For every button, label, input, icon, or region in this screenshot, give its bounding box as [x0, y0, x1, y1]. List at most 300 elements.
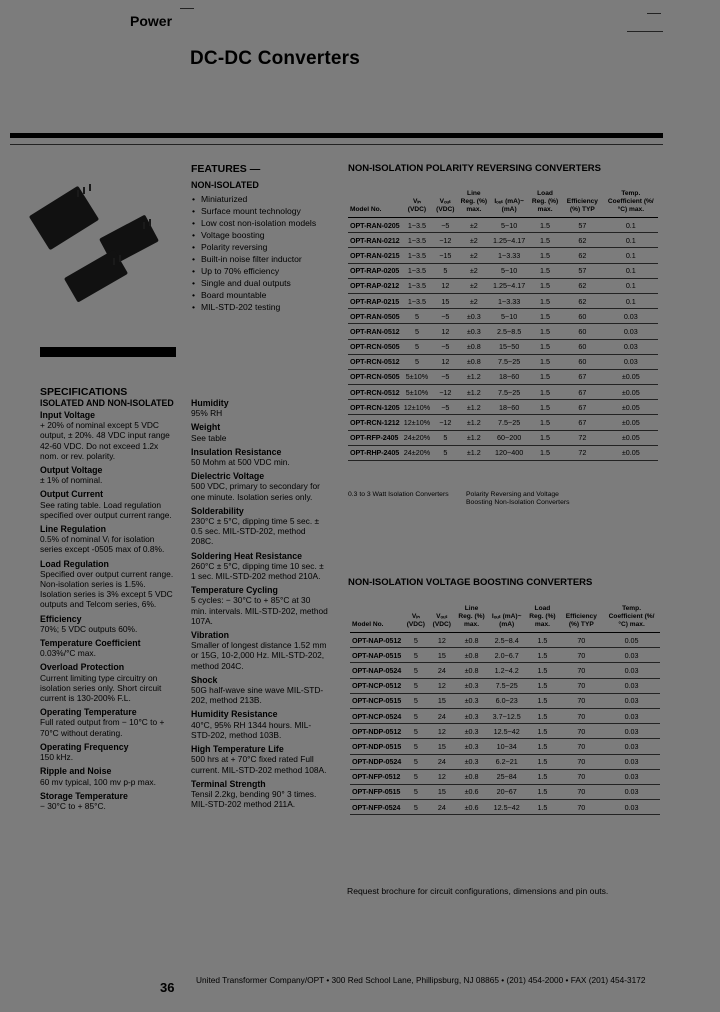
- table-row: [348, 369, 658, 384]
- table-cell: 70: [559, 693, 603, 708]
- table-cell: 12±10%: [402, 415, 433, 430]
- table-cell: ±2: [458, 233, 489, 248]
- table-cell: 70: [559, 724, 603, 739]
- spec-value: See rating table. Load regulation specified over output current range.: [40, 499, 172, 520]
- table-cell: 0.1: [604, 293, 658, 308]
- spec-value: 0.5% of nominal Vᵢ for isolation series except -0505 max of 0.8%.: [40, 534, 165, 555]
- table-cell: 5: [403, 663, 428, 678]
- table-cell: 15: [429, 693, 456, 708]
- title-rule-thin: [10, 144, 663, 145]
- table-cell: 0.03: [603, 708, 660, 723]
- table-cell: ±2: [458, 278, 489, 293]
- table-cell: 67: [561, 385, 604, 400]
- table-row: [350, 678, 660, 693]
- table-cell: 5: [403, 633, 428, 648]
- spec-value: 50G half-wave sine wave MIL-STD-202, method 213B.: [191, 685, 324, 706]
- table-cell: ±1.2: [458, 385, 489, 400]
- table-row: [348, 385, 658, 400]
- spec-value: 500 VDC, primary to secondary for one minute. Isolation series only.: [191, 481, 320, 502]
- table-cell: 70: [559, 708, 603, 723]
- table-cell: −5: [432, 218, 458, 233]
- table-cell: 72: [561, 445, 604, 460]
- table-cell: ±0.8: [458, 339, 489, 354]
- spec-value: 260°C ± 5°C, dipping time 10 sec. ± 1 sec. MIL-STD-202 method 210A.: [191, 560, 324, 582]
- table-cell: 0.1: [604, 278, 658, 293]
- converter-chip-image: [29, 186, 99, 251]
- table-cell: 1.5: [529, 218, 561, 233]
- table-cell: 5: [403, 708, 428, 723]
- table-cell: 0.05: [603, 633, 660, 648]
- spec-title: Temperature Coefficient: [40, 638, 141, 649]
- feature-item: • Single and dual outputs: [192, 277, 316, 289]
- table-row: [350, 784, 660, 799]
- model-cell: OPT-RCN-0505: [348, 369, 402, 384]
- feature-item: • Built-in noise filter inductor: [192, 253, 316, 265]
- table-cell: 5: [432, 445, 458, 460]
- table-cell: 5±10%: [402, 385, 433, 400]
- table-cell: ±0.3: [455, 754, 488, 769]
- table-cell: 67: [561, 415, 604, 430]
- table-cell: ±2: [458, 248, 489, 263]
- spec-title: Operating Frequency: [40, 741, 129, 752]
- model-cell: OPT-NAP-0515: [350, 648, 403, 663]
- column-header: Load Reg. (%) max.: [525, 605, 559, 633]
- title-rule: [10, 133, 663, 138]
- table-cell: 1.5: [525, 754, 559, 769]
- table-row: [350, 800, 660, 815]
- table-cell: ±0.05: [604, 369, 658, 384]
- table-row: [350, 754, 660, 769]
- model-cell: OPT-NCP-0512: [350, 678, 403, 693]
- table-cell: 0.03: [603, 663, 660, 678]
- table-cell: 5: [403, 693, 428, 708]
- spec-value: Specified over output current range. Non-isolation series is 1.5%. Isolation series is 3% except 5 VDC outputs and Telcom series, 6%.: [40, 568, 174, 610]
- table-cell: ±0.3: [458, 324, 489, 339]
- table-cell: 1~3.5: [402, 263, 433, 278]
- table-cell: 1.5: [529, 369, 561, 384]
- column-header: Temp. Coefficient (%/°C) max.: [604, 190, 658, 218]
- table-cell: 24±20%: [402, 445, 433, 460]
- spec-value: Smaller of longest distance 1.52 mm or 15G, 10-2,000 Hz. MIL-STD-202, method 204C.: [191, 640, 327, 671]
- model-cell: OPT-RAP-0215: [348, 293, 402, 308]
- table-row: [348, 278, 658, 293]
- model-cell: OPT-RAN-0505: [348, 309, 402, 324]
- model-cell: OPT-RHP-2405: [348, 445, 402, 460]
- spec-value: 0.03%/°C max.: [40, 648, 96, 659]
- model-cell: OPT-RCN-1205: [348, 400, 402, 415]
- table-cell: 15: [429, 739, 456, 754]
- spec-title: Ripple and Noise: [40, 766, 112, 777]
- table-cell: 1.5: [529, 339, 561, 354]
- table-cell: 70: [559, 754, 603, 769]
- table-cell: 1.5: [525, 739, 559, 754]
- product-photo: [25, 180, 175, 300]
- table-cell: 1.5: [525, 663, 559, 678]
- table-cell: ±0.05: [604, 400, 658, 415]
- table1-note-right: Polarity Reversing and Voltage Boosting Non-Isolation Converters: [466, 491, 570, 506]
- table-cell: 3.7~12.5: [488, 708, 525, 723]
- column-header: Load Reg. (%) max.: [529, 190, 561, 218]
- table-cell: 1.25~4.17: [489, 233, 529, 248]
- table-cell: 72: [561, 430, 604, 445]
- table-cell: 1~3.5: [402, 293, 433, 308]
- table-cell: 1.5: [525, 693, 559, 708]
- page-title: DC-DC Converters: [190, 48, 361, 69]
- table-cell: −5: [432, 369, 458, 384]
- spec-value: 5 cycles: − 30°C to + 85°C at 30 min. intervals. MIL-STD-202, method 107A.: [191, 595, 328, 626]
- table-row: [348, 339, 658, 354]
- table-cell: 0.03: [603, 678, 660, 693]
- table-cell: ±1.2: [458, 369, 489, 384]
- table-cell: 70: [559, 663, 603, 678]
- table-cell: 62: [561, 233, 604, 248]
- table-cell: 5: [403, 678, 428, 693]
- table-cell: 20~67: [488, 784, 525, 799]
- table-cell: −5: [432, 339, 458, 354]
- table-cell: 1.5: [525, 769, 559, 784]
- specifications-column-1: [40, 406, 177, 811]
- table-cell: 1~3.5: [402, 218, 433, 233]
- table-cell: 7.5~25: [489, 415, 529, 430]
- table-cell: 6.0~23: [488, 693, 525, 708]
- model-cell: OPT-RCN-0512: [348, 385, 402, 400]
- table-cell: 0.03: [603, 739, 660, 754]
- table-cell: 60~200: [489, 430, 529, 445]
- table-cell: ±0.8: [455, 648, 488, 663]
- table-cell: 2.0~6.7: [488, 648, 525, 663]
- spec-title: Line Regulation: [40, 524, 106, 535]
- table-row: [350, 769, 660, 784]
- model-cell: OPT-RAN-0212: [348, 233, 402, 248]
- table-cell: 12.5~42: [488, 724, 525, 739]
- table-cell: ±0.05: [604, 385, 658, 400]
- table-cell: ±0.8: [455, 663, 488, 678]
- table-cell: 60: [561, 354, 604, 369]
- table-cell: 1.5: [529, 263, 561, 278]
- model-cell: OPT-RAN-0215: [348, 248, 402, 263]
- model-cell: OPT-RCN-0512: [348, 354, 402, 369]
- table-cell: 1.5: [529, 430, 561, 445]
- table-cell: 12: [429, 769, 456, 784]
- table-cell: 70: [559, 648, 603, 663]
- table-cell: ±0.3: [455, 693, 488, 708]
- spec-value: Tensil 2.2kg, bending 90° 3 times. MIL-STD-202 method 211A.: [191, 788, 317, 810]
- table-cell: 1.5: [525, 784, 559, 799]
- feature-item: • Voltage boosting: [192, 229, 316, 241]
- model-cell: OPT-RCN-1212: [348, 415, 402, 430]
- table-cell: 12.5~42: [488, 800, 525, 815]
- table-row: [350, 724, 660, 739]
- table-row: [348, 309, 658, 324]
- spec-title: Temperature Cycling: [191, 585, 278, 596]
- table-row: [348, 354, 658, 369]
- table-cell: ±1.2: [458, 400, 489, 415]
- spec-title: Humidity Resistance: [191, 709, 278, 720]
- spec-value: Current limiting type circuitry on isolation series only. Short circuit current is 130-200% F.L.: [40, 672, 162, 704]
- feature-item: • Low cost non-isolation models: [192, 217, 316, 229]
- table-cell: ±2: [458, 263, 489, 278]
- spec-title: Insulation Resistance: [191, 446, 282, 457]
- table-cell: ±0.3: [458, 309, 489, 324]
- table-cell: 0.03: [604, 309, 658, 324]
- spec-value: 500 hrs at + 70°C fixed rated Full current. MIL-STD-202 method 108A.: [191, 754, 327, 775]
- table-cell: 1.5: [529, 278, 561, 293]
- table-cell: 10~34: [488, 739, 525, 754]
- spec-value: 70%; 5 VDC outputs 60%.: [40, 623, 138, 634]
- column-header: Temp. Coefficient (%/°C) max.: [603, 605, 660, 633]
- spec-title: Humidity: [191, 398, 229, 408]
- table-cell: 0.1: [604, 218, 658, 233]
- table-cell: ±1.2: [458, 430, 489, 445]
- corner-tick: [647, 13, 661, 14]
- table-cell: 5: [403, 784, 428, 799]
- table-cell: 6.2~21: [488, 754, 525, 769]
- table-cell: 1~3.5: [402, 278, 433, 293]
- table-cell: 1.5: [529, 385, 561, 400]
- table-cell: 24: [429, 708, 456, 723]
- table-cell: 1~3.33: [489, 293, 529, 308]
- column-header: Line Reg. (%) max.: [455, 605, 488, 633]
- table-row: [350, 633, 660, 648]
- table-cell: 70: [559, 678, 603, 693]
- table-cell: 18~60: [489, 400, 529, 415]
- column-header: Model No.: [348, 190, 402, 218]
- spec-title: Efficiency: [40, 613, 82, 624]
- feature-item: • Up to 70% efficiency: [192, 265, 316, 277]
- column-header: Efficiency (%) TYP: [559, 605, 603, 633]
- column-header: Vₒᵤₜ (VDC): [429, 605, 456, 633]
- table1-title: NON-ISOLATION POLARITY REVERSING CONVERTERS: [348, 163, 602, 174]
- table-cell: 5±10%: [402, 369, 433, 384]
- spec-title: Output Current: [40, 489, 104, 500]
- table-cell: ±1.2: [458, 445, 489, 460]
- polarity-reversing-table: [348, 190, 658, 461]
- spec-value: 95% RH: [191, 408, 223, 419]
- spec-title: Shock: [191, 674, 218, 685]
- table-cell: 1.5: [529, 354, 561, 369]
- table-cell: 0.03: [604, 339, 658, 354]
- table-cell: 5: [402, 354, 433, 369]
- table-cell: 15: [432, 293, 458, 308]
- table-cell: 1.5: [525, 708, 559, 723]
- table-row: [348, 263, 658, 278]
- spec-value: − 30°C to + 85°C.: [40, 800, 106, 811]
- table-cell: 24±20%: [402, 430, 433, 445]
- table-cell: 0.1: [604, 233, 658, 248]
- table-cell: ±0.05: [604, 445, 658, 460]
- table-cell: 1.5: [525, 678, 559, 693]
- table-row: [348, 293, 658, 308]
- table-cell: 0.1: [604, 248, 658, 263]
- table-cell: 0.03: [604, 354, 658, 369]
- brochure-note: Request brochure for circuit configurations, dimensions and pin outs.: [347, 886, 609, 896]
- table-cell: −12: [432, 415, 458, 430]
- table-row: [348, 324, 658, 339]
- table2-title: NON-ISOLATION VOLTAGE BOOSTING CONVERTERS: [348, 577, 593, 588]
- table-cell: 7.5~25: [489, 354, 529, 369]
- features-heading: FEATURES —: [191, 163, 261, 175]
- table-row: [348, 233, 658, 248]
- table-cell: 5: [402, 339, 433, 354]
- table-cell: 1.5: [529, 415, 561, 430]
- table-cell: 1.5: [529, 309, 561, 324]
- model-cell: OPT-NFP-0512: [350, 769, 403, 784]
- table-cell: 0.03: [603, 754, 660, 769]
- table-cell: 24: [429, 663, 456, 678]
- feature-item: • Surface mount technology: [192, 205, 316, 217]
- table-cell: 120~400: [489, 445, 529, 460]
- feature-item: • Board mountable: [192, 289, 316, 301]
- company-footer: United Transformer Company/OPT • 300 Red School Lane, Phillipsburg, NJ 08865 • (201) 454-2000 • FAX (201) 454-3172: [196, 975, 646, 985]
- table-cell: 62: [561, 293, 604, 308]
- spec-value: + 20% of nominal except 5 VDC output, ± 20%. 48 VDC input range 42-60 VDC. Do not exceed 1.2x nom. or rev. polarity.: [40, 420, 170, 461]
- features-list: [192, 193, 316, 313]
- table-cell: 70: [559, 769, 603, 784]
- table-cell: 62: [561, 248, 604, 263]
- model-cell: OPT-RAN-0205: [348, 218, 402, 233]
- spec-value: 60 mv typical, 100 mv p-p max.: [40, 776, 156, 787]
- table-cell: 12: [429, 633, 456, 648]
- model-cell: OPT-NDP-0515: [350, 739, 403, 754]
- table-cell: ±0.05: [604, 415, 658, 430]
- column-header: Efficiency (%) TYP: [561, 190, 604, 218]
- table-cell: 67: [561, 400, 604, 415]
- feature-item: • Miniaturized: [192, 193, 316, 205]
- spec-title: Input Voltage: [40, 410, 96, 420]
- table-cell: ±0.6: [455, 784, 488, 799]
- features-subheading: NON-ISOLATED: [191, 180, 259, 190]
- table1-note-left: 0.3 to 3 Watt Isolation Converters: [348, 491, 449, 498]
- table-cell: 70: [559, 739, 603, 754]
- table-cell: 12±10%: [402, 400, 433, 415]
- table-cell: −12: [432, 233, 458, 248]
- table-row: [348, 415, 658, 430]
- table-cell: 1.2~4.2: [488, 663, 525, 678]
- table-cell: 70: [559, 784, 603, 799]
- table-cell: 25~84: [488, 769, 525, 784]
- spec-value: ± 1% of nominal.: [40, 475, 103, 486]
- table-cell: 57: [561, 218, 604, 233]
- table-cell: 62: [561, 278, 604, 293]
- table-cell: 1.5: [529, 400, 561, 415]
- model-cell: OPT-NFP-0524: [350, 800, 403, 815]
- section-label: Power: [130, 13, 173, 29]
- table-cell: 1~3.33: [489, 248, 529, 263]
- table-row: [348, 248, 658, 263]
- table-cell: 1.5: [525, 724, 559, 739]
- table-cell: 5: [432, 430, 458, 445]
- table-cell: 1.5: [529, 233, 561, 248]
- table-cell: 5~10: [489, 309, 529, 324]
- table-cell: 2.5~8.5: [489, 324, 529, 339]
- table-cell: 5~10: [489, 263, 529, 278]
- table-cell: −12: [432, 385, 458, 400]
- feature-item: • MIL-STD-202 testing: [192, 301, 316, 313]
- spec-title: Soldering Heat Resistance: [191, 550, 302, 561]
- corner-tick-lower: [627, 31, 663, 32]
- table-cell: 15: [429, 648, 456, 663]
- table-cell: 60: [561, 339, 604, 354]
- table-cell: 7.5~25: [489, 385, 529, 400]
- spec-title: Storage Temperature: [40, 790, 128, 801]
- table-row: [350, 648, 660, 663]
- table-cell: −15: [432, 248, 458, 263]
- table-cell: 18~60: [489, 369, 529, 384]
- model-cell: OPT-NAP-0524: [350, 663, 403, 678]
- table-cell: 1.5: [529, 324, 561, 339]
- table-cell: ±0.6: [455, 800, 488, 815]
- table-row: [350, 693, 660, 708]
- model-cell: OPT-RCN-0505: [348, 339, 402, 354]
- table-row: [348, 400, 658, 415]
- spec-value: 50 Mohm at 500 VDC min.: [191, 457, 290, 468]
- table-row: [348, 445, 658, 460]
- table-cell: ±0.3: [455, 739, 488, 754]
- table-cell: 0.1: [604, 263, 658, 278]
- table-cell: 1.5: [525, 633, 559, 648]
- table-cell: 57: [561, 263, 604, 278]
- table-cell: ±0.3: [455, 678, 488, 693]
- model-cell: OPT-NCP-0524: [350, 708, 403, 723]
- column-header: Iₒᵤₜ (mA)~(mA): [489, 190, 529, 218]
- table-cell: 12: [432, 278, 458, 293]
- section-bar: [40, 347, 176, 357]
- table-cell: 0.03: [603, 648, 660, 663]
- page-number: 36: [160, 980, 175, 995]
- spec-title: Load Regulation: [40, 558, 109, 569]
- table-cell: ±0.8: [455, 633, 488, 648]
- specifications-heading: SPECIFICATIONS: [40, 386, 128, 398]
- model-cell: OPT-RFP-2405: [348, 430, 402, 445]
- table-cell: 2.5~8.4: [488, 633, 525, 648]
- model-cell: OPT-NDP-0512: [350, 724, 403, 739]
- table-cell: 15~50: [489, 339, 529, 354]
- table-cell: 0.03: [603, 693, 660, 708]
- column-header: Vᵢₙ (VDC): [402, 190, 433, 218]
- table-cell: 0.03: [604, 324, 658, 339]
- table-cell: −5: [432, 309, 458, 324]
- table-cell: 5: [403, 754, 428, 769]
- specifications-column-2: [191, 394, 328, 809]
- table-cell: 67: [561, 369, 604, 384]
- column-header: Line Reg. (%) max.: [458, 190, 489, 218]
- table-cell: ±0.05: [604, 430, 658, 445]
- table-cell: 5: [402, 324, 433, 339]
- header-tick: [180, 8, 194, 9]
- table-cell: 1.5: [529, 293, 561, 308]
- spec-value: See table: [191, 432, 227, 443]
- table-cell: 12: [432, 354, 458, 369]
- model-cell: OPT-NFP-0515: [350, 784, 403, 799]
- column-header: Iₒᵤₜ (mA)~(mA): [488, 605, 525, 633]
- table-cell: 5: [402, 309, 433, 324]
- spec-title: Terminal Strength: [191, 778, 266, 789]
- table-cell: 5: [403, 769, 428, 784]
- spec-title: Dielectric Voltage: [191, 471, 265, 482]
- table-cell: 24: [429, 754, 456, 769]
- table-cell: 5: [403, 739, 428, 754]
- table-cell: 1.5: [529, 248, 561, 263]
- table-cell: 5~10: [489, 218, 529, 233]
- table-cell: ±0.8: [458, 354, 489, 369]
- table-row: [350, 708, 660, 723]
- spec-title: High Temperature Life: [191, 744, 284, 755]
- model-cell: OPT-RAN-0512: [348, 324, 402, 339]
- table-cell: 60: [561, 309, 604, 324]
- table-cell: 70: [559, 633, 603, 648]
- table-cell: ±0.3: [455, 724, 488, 739]
- table-cell: 0.03: [603, 769, 660, 784]
